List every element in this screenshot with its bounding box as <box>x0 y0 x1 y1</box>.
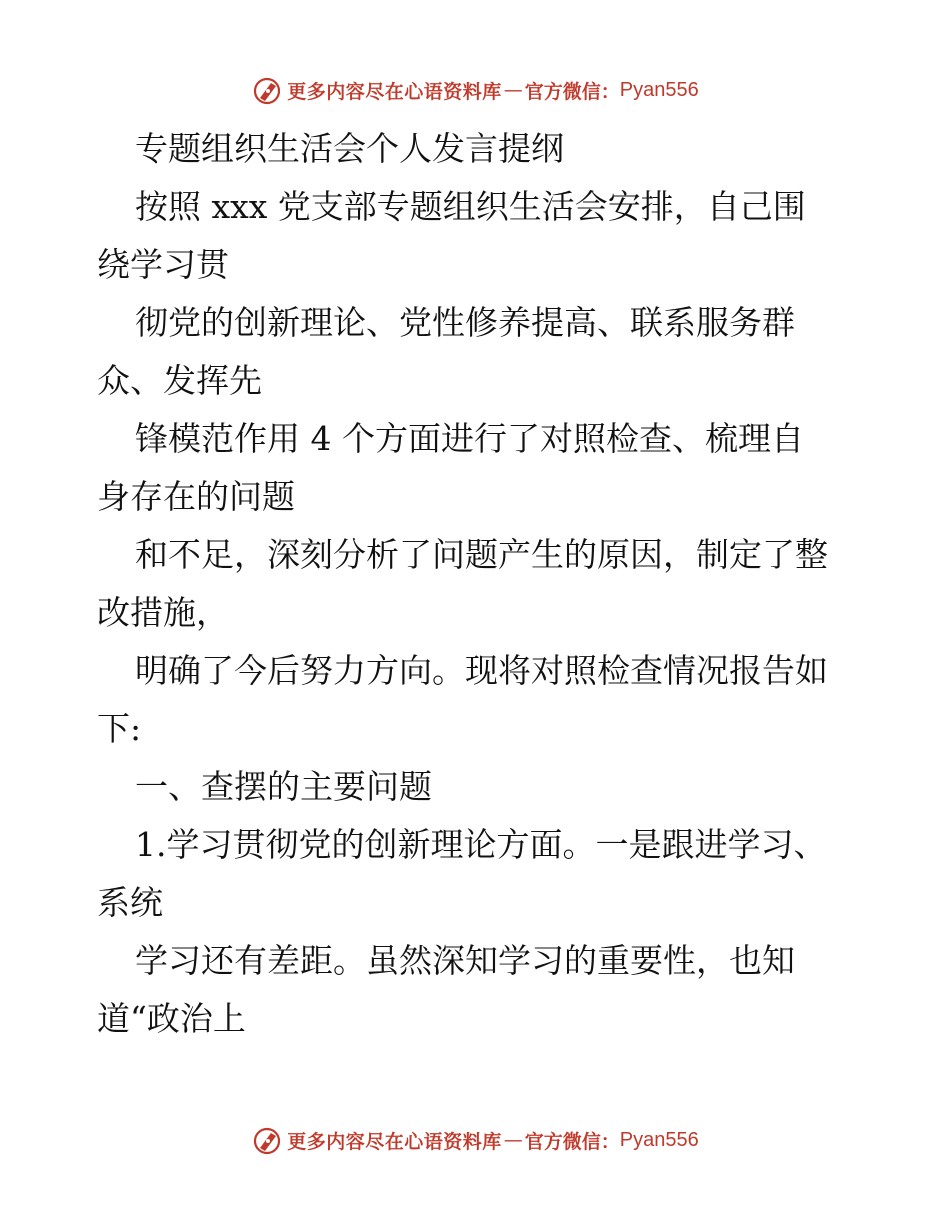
banner-wechat-id: Pyan556 <box>619 1128 699 1151</box>
paragraph-line: 系统 <box>97 883 163 922</box>
banner-separator: — <box>503 79 523 101</box>
banner-text: 更多内容尽在心语资料库 <box>287 1130 502 1153</box>
banner-separator: — <box>503 1129 523 1151</box>
paragraph-line: 学习还有差距。虽然深知学习的重要性，也知 <box>135 941 795 980</box>
banner-text: 更多内容尽在心语资料库 <box>287 80 502 103</box>
header-watermark-banner <box>0 70 950 110</box>
paragraph-line: 绕学习贯 <box>97 245 229 284</box>
document-title: 专题组织生活会个人发言提纲 <box>135 129 564 168</box>
paragraph-line: 下: <box>97 709 142 748</box>
footer-watermark-banner <box>0 1120 950 1160</box>
pen-nib-logo-icon <box>251 74 283 106</box>
paragraph-line: 众、发挥先 <box>97 361 262 400</box>
pen-nib-logo-icon <box>251 1124 283 1156</box>
section-heading: 一、查摆的主要问题 <box>135 767 432 806</box>
banner-wechat-id: Pyan556 <box>619 78 699 101</box>
document-body <box>97 120 877 1048</box>
paragraph-line: 锋模范作用 4 个方面进行了对照检查、梳理自 <box>135 419 804 458</box>
paragraph-line: 1.学习贯彻党的创新理论方面。一是跟进学习、 <box>135 825 827 864</box>
paragraph-line: 身存在的问题 <box>97 477 295 516</box>
banner-official-label: 官方微信： <box>524 80 620 103</box>
banner-official-label: 官方微信： <box>524 1130 620 1153</box>
paragraph-line: 彻党的创新理论、党性修养提高、联系服务群 <box>135 303 795 342</box>
paragraph-line: 按照 xxx 党支部专题组织生活会安排，自己围 <box>135 187 806 226</box>
paragraph-line: 和不足，深刻分析了问题产生的原因，制定了整 <box>135 535 828 574</box>
paragraph-line: 道“政治上 <box>97 999 246 1038</box>
paragraph-line: 改措施， <box>97 593 229 632</box>
paragraph-line: 明确了今后努力方向。现将对照检查情况报告如 <box>135 651 828 690</box>
